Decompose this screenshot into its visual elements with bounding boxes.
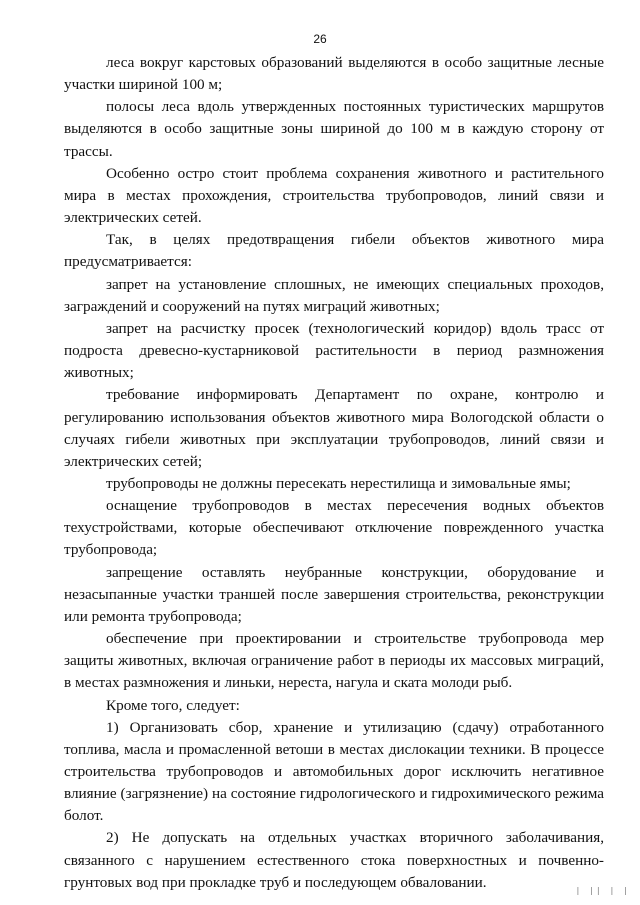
paragraph: 1) Организовать сбор, хранение и утилизацию (сдачу) отработанного топлива, масла и промасленной ветоши в местах дислокации техники. В процессе строительства трубопроводов и автомобильных дорог исключить негативное влияние (загрязнение) на состояние гидрологического и гидрохимического режима болот. bbox=[64, 718, 604, 825]
paragraph: оснащение трубопроводов в местах пересечения водных объектов техустройствами, которые обеспечивают отключение поврежденного участка трубопровода; bbox=[64, 497, 604, 559]
paragraph: леса вокруг карстовых образований выделяются в особо защитные лесные участки шириной 100 м; bbox=[64, 54, 604, 94]
page-number: 26 bbox=[313, 32, 327, 46]
paragraph: 2) Не допускать на отдельных участках вторичного заболачивания, связанного с нарушением естественного стока поверхностных и почвенно-грунтовых вод при прокладке труб и последующем обваловании. bbox=[64, 829, 604, 891]
paragraph: запрет на расчистку просек (технологический коридор) вдоль трасс от подроста древесно-кустарниковой растительности в период размножения животных; bbox=[64, 319, 604, 382]
scan-marks: | || | | bbox=[575, 886, 630, 895]
paragraph: требование информировать Департамент по охране, контролю и регулированию использования объектов животного мира Вологодской области о случаях гибели животных при эксплуатации трубопроводов, линий связи и электрических сетей; bbox=[64, 386, 604, 470]
paragraph: Кроме того, следует: bbox=[106, 696, 240, 714]
paragraph: запрет на установление сплошных, не имеющих специальных проходов, заграждений и сооружений на путях миграций животных; bbox=[64, 275, 604, 315]
paragraph: обеспечение при проектировании и строительстве трубопровода мер защиты животных, включая ограничение работ в периоды их массовых миграций, в местах размножения и линьки, нереста, нагула и ската молоди рыб. bbox=[64, 630, 604, 692]
document-body bbox=[64, 52, 604, 894]
paragraph: запрещение оставлять неубранные конструкции, оборудование и незасыпанные участки траншей после завершения строительства, реконструкции или ремонта трубопровода; bbox=[64, 563, 604, 625]
paragraph: трубопроводы не должны пересекать нерестилища и зимовальные ямы; bbox=[106, 474, 571, 492]
paragraph: Особенно остро стоит проблема сохранения животного и растительного мира в местах прохождения, строительства трубопроводов, линий связи и электрических сетей. bbox=[64, 164, 604, 227]
paragraph: Так, в целях предотвращения гибели объектов животного мира предусматривается: bbox=[64, 231, 604, 271]
paragraph: полосы леса вдоль утвержденных постоянных туристических маршрутов выделяются в особо защитные зоны шириной до 100 м в каждую сторону от трассы. bbox=[64, 98, 604, 160]
